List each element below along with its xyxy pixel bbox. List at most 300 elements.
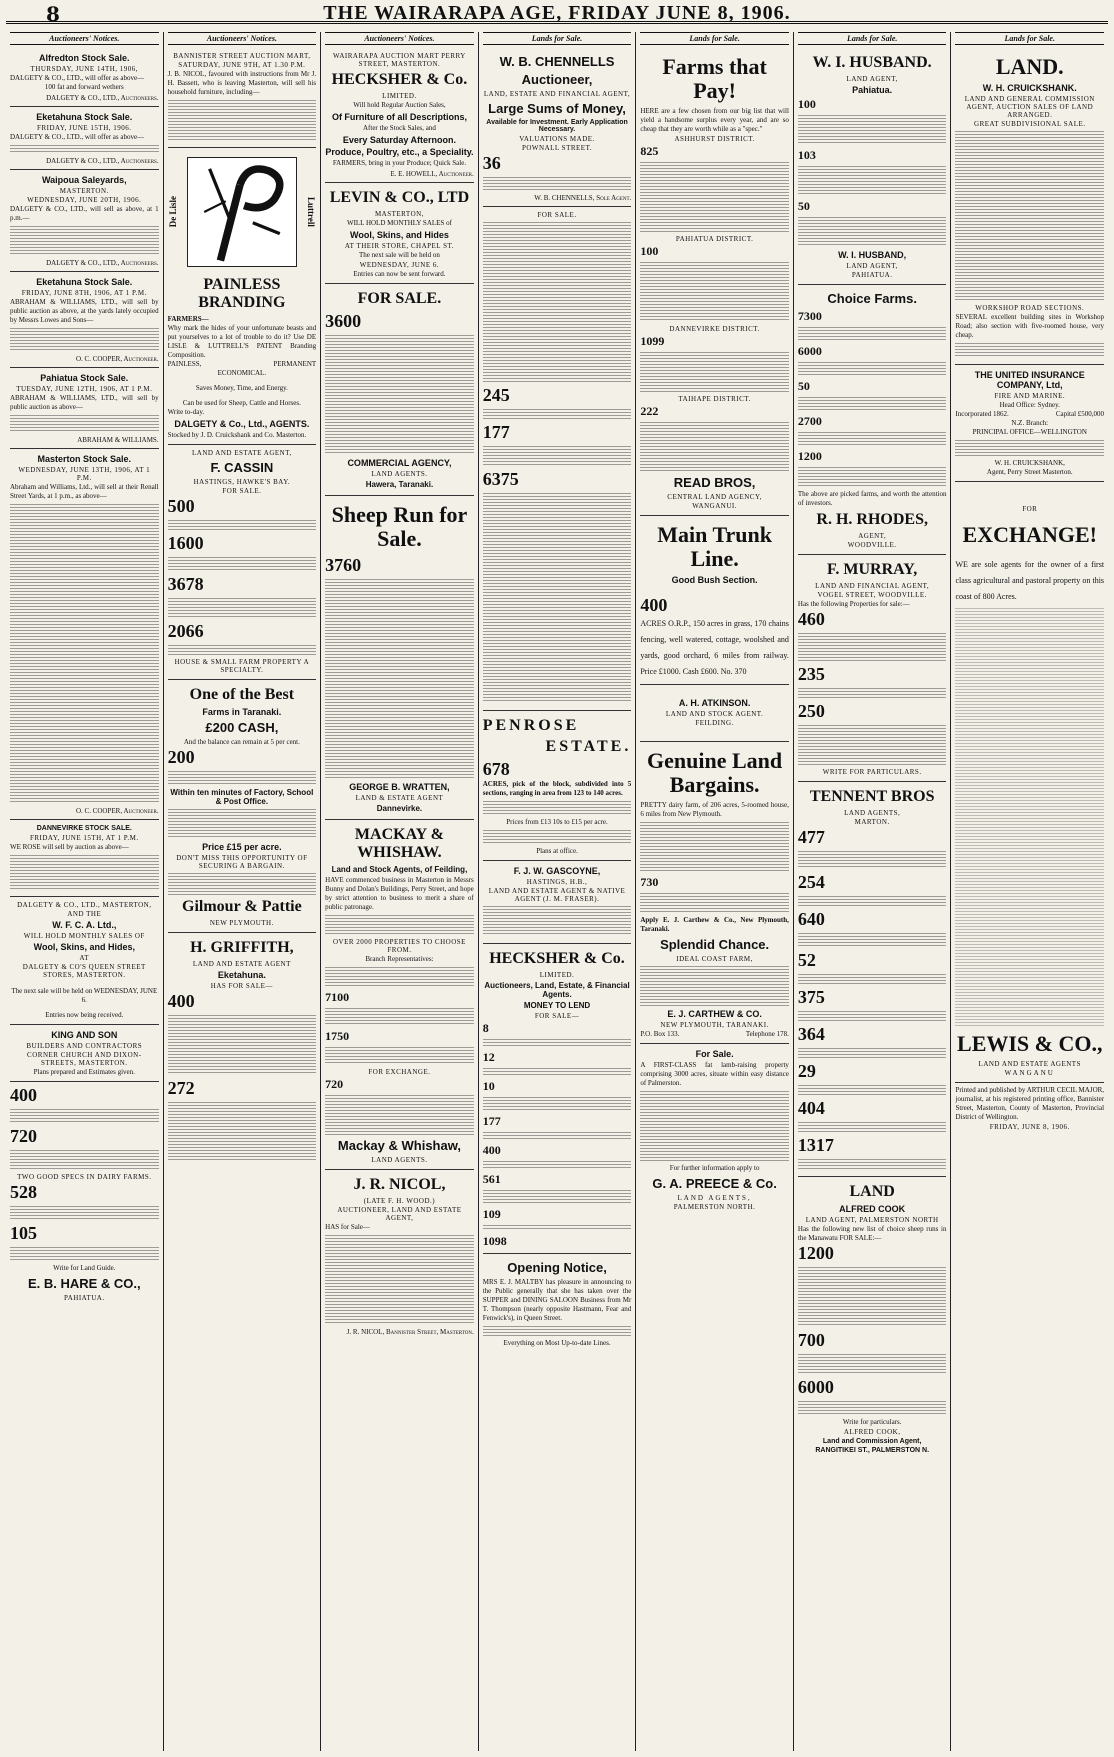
firm-name: R. H. RHODES, [816,511,928,528]
text-lines [168,645,317,655]
acreage: 364 [797,1024,825,1044]
column-heading: Lands for Sale. [798,32,947,45]
text-lines [798,432,947,446]
text-lines [168,809,317,839]
firm-place: MARTON. [854,818,890,826]
ad-signature: ABRAHAM & WILLIAMS. [77,436,159,444]
column-2 [164,32,322,1751]
ad-preece [640,1044,789,1216]
text-lines [798,1159,947,1169]
text-lines [640,966,789,1006]
firm-name: G. A. PREECE & Co. [652,1176,777,1191]
acreage: 700 [797,1330,825,1350]
ad-sub: Farms in Taranaki. [202,707,282,717]
ad-king-son [10,1025,159,1082]
firm-place: HASTINGS, HAWKE'S BAY. [193,478,291,486]
text-lines [10,1109,159,1123]
ad-line: MONEY TO LEND [523,1001,591,1010]
firm-name: W. I. HUSBAND, [838,250,907,260]
ad-body: MRS E. J. MALTBY has pleasure in announcing to the Public generally that she has taken over the SUPPER and DINING SALOON Business from Mr T. Thompson (nearly opposite Hastmann, Fear and Fenwick's), in Queen Street. [482,1278,632,1322]
text-lines [798,397,947,411]
acreage: 477 [797,827,825,847]
text-lines [483,1161,632,1169]
ad-sub: LAND AND FINANCIAL AGENT, [815,582,930,590]
ad-sub: LIMITED. [382,92,417,100]
ad-farms-that-pay [640,48,789,516]
ad-pahiatua [10,368,159,449]
ad-line: FOR EXCHANGE. [368,1068,431,1076]
ad-body: WE are sole agents for the owner of a first class agricultural and pastoral property on this coast of 800 Acres. [955,560,1105,601]
ad-title: Masterton Stock Sale. [37,454,132,464]
ad-signature: O. C. COOPER, Auctioneer. [75,807,159,815]
text-lines [640,262,789,322]
acreage: 528 [10,1182,37,1202]
text-lines [798,725,947,765]
ad-sub: LAND AGENT, PALMERSTON NORTH [805,1216,939,1224]
text-lines [168,771,317,785]
ad-date: FRIDAY, JUNE 8TH, 1906, AT 1 P.M. [21,289,147,297]
text-lines [483,1039,632,1047]
acreage: 400 [482,1143,501,1157]
ad-nicol [325,1170,474,1340]
acreage: 3760 [325,555,362,575]
text-lines [955,343,1104,357]
text-lines [483,1190,632,1204]
text-lines [955,440,1104,456]
ad-body: DALGETY & CO., LTD., will offer as above— [10,74,145,82]
text-lines [483,446,632,466]
acreage: 2700 [797,414,822,428]
acreage: 7300 [797,309,822,323]
ad-title: KING AND SON [51,1030,118,1040]
acreage: 200 [167,747,195,767]
firm-name: Gilmour & Pattie [182,898,302,915]
firm-place: PAHIATUA. [851,271,893,279]
firm-name: MACKAY & WHISHAW. [354,826,444,861]
ad-title: Waipoua Saleyards, [41,175,127,185]
masthead [6,2,1108,24]
ad-date: WEDNESDAY, JUNE 20TH, 1906. [27,196,142,204]
acreage: 3678 [167,574,204,594]
text-lines [483,1326,632,1336]
text-lines [325,1047,474,1065]
ad-signature: DALGETY & CO., LTD., Auctioneers. [46,94,159,102]
slogan: ECONOMICAL. [217,369,267,377]
ad-date: WEDNESDAY, JUNE 6. [359,261,440,269]
text-lines [168,520,317,530]
text-lines [325,1235,474,1325]
ad-tennent [798,782,947,1177]
ad-date: FRIDAY, JUNE 15TH, AT 1 P.M. [29,834,139,842]
ad-line: Branch Representatives: [365,955,434,963]
firm-name: W. B. CHENNELLS [499,54,615,69]
ad-sub: LAND AND ESTATE AGENT [192,960,291,968]
text-lines [798,974,947,984]
column-7 [951,32,1108,1751]
text-lines [10,415,159,433]
ad-line: Plans at office. [536,847,578,855]
text-lines [10,504,159,804]
ad-cruickshank-land [955,48,1104,365]
text-lines [483,493,632,703]
ad-exchange [955,482,1104,1083]
newspaper-title: THE WAIRARAPA AGE, FRIDAY JUNE 8, 1906. [323,2,791,24]
text-lines [798,688,947,698]
ad-title: Opening Notice, [507,1260,607,1275]
ad-sub: TWO GOOD SPECS IN DAIRY FARMS. [17,1173,152,1181]
ad-line: PRINCIPAL OFFICE—WELLINGTON [972,428,1087,436]
ad-line: Of Furniture of all Descriptions, [331,112,467,122]
ad-body: PRETTY dairy farm, of 206 acres, 5-roomed house, 6 miles from New Plymouth. [640,801,789,818]
text-lines [483,906,632,936]
ad-title: Choice Farms. [827,291,917,306]
ad-title: Main Trunk Line. [657,522,772,571]
ad-levin [325,183,474,284]
ad-line: WRITE FOR PARTICULARS. [822,768,922,776]
ad-line: The next sale will be held on WEDNESDAY, JUNE 6. [11,987,158,1004]
acreage: 109 [482,1207,501,1221]
firm-name: E. J. CARTHEW & CO. [667,1009,762,1019]
text-lines [798,217,947,247]
text-lines [168,1102,317,1162]
ad-title: Genuine Land Bargains. [647,748,783,797]
acreage: 561 [482,1172,501,1186]
firm-place: WOODVILLE. [847,541,897,549]
ad-sub: LAND AGENT, [846,262,898,270]
ad-title: PAINLESS BRANDING [198,276,286,311]
ad-title: Farms that Pay! [662,54,767,103]
acreage: 460 [797,609,825,629]
ad-masterton-stock [10,449,159,820]
ad-line: N.Z. Branch: [1011,419,1049,427]
ad-line: After the Stock Sales, and [362,124,436,132]
ad-line: Will hold Regular Auction Sales, [353,101,446,109]
acreage: 100 [640,244,659,258]
ad-line: For further information apply to [669,1164,760,1172]
ad-title: LAND [849,1183,895,1200]
acreage: 100 [797,97,816,111]
column-heading: Lands for Sale. [955,32,1104,45]
ad-title: Sheep Run for Sale. [331,502,468,551]
ad-date: TUESDAY, JUNE 12TH, 1906, AT 1 P.M. [16,385,153,393]
ad-sub: LAND AND ESTATE AGENT, [191,449,292,457]
ad-line: Large Sums of Money, [488,101,626,116]
ad-sub: Auctioneers, Land, Estate, & Financial Agents. [484,981,630,999]
ad-address: CORNER CHURCH AND DIXON-STREETS, MASTERTON. [27,1051,142,1067]
text-lines [798,1354,947,1374]
ad-date: WEDNESDAY, JUNE 13TH, 1906, AT 1 P.M. [18,466,151,482]
firm-place: PALMERSTON NORTH. [673,1203,756,1211]
ad-best-taranaki [168,680,317,933]
column-heading: Auctioneers' Notices. [168,32,317,45]
acreage: 1317 [797,1135,834,1155]
ad-line: Can be used for Sheep, Cattle and Horses. [182,399,301,407]
text-lines [955,608,1104,1028]
acreage: 400 [640,595,668,615]
ad-sub: (LATE F. H. WOOD.) [363,1197,436,1205]
ad-line: HOUSE & SMALL FARM PROPERTY A SPECIALTY. [174,658,310,674]
acreage: 375 [797,987,825,1007]
ad-line: Produce, Poultry, etc., a Speciality. [325,147,474,157]
text-lines [640,893,789,913]
capital: Capital £500,000 [1055,410,1105,418]
column-4 [479,32,637,1751]
ad-body: J. B. NICOL, favoured with instructions from Mr J. H. Bassett, who is leaving Masterton, will sell his household furniture, including— [167,70,317,96]
district: TAIHAPE DISTRICT. [678,395,751,403]
ad-title: Eketahuna Stock Sale. [36,277,133,287]
acreage: 7100 [325,990,350,1004]
firm-place: NEW PLYMOUTH. [209,919,274,927]
text-lines [168,557,317,571]
text-lines [798,1401,947,1415]
column-heading: Auctioneers' Notices. [10,32,159,45]
ad-title: FOR SALE. [357,290,442,307]
text-lines [798,327,947,341]
ad-title: W. F. C. A. Ltd., [52,920,117,930]
for-sale: FOR SALE. [537,211,577,219]
ad-line: Write for particulars. [842,1418,902,1426]
acreage: 50 [797,199,810,213]
firm-place: HASTINGS, H.B., [526,878,588,886]
text-lines [325,579,474,779]
for-sale: HAS FOR SALE— [210,982,273,990]
ad-united-insurance [955,365,1104,482]
ad-line: Available for Investment. Early Application Necessary. [486,119,628,133]
ad-title: BANNISTER STREET AUCTION MART, [173,52,311,60]
agents: DALGETY & Co., Ltd., AGENTS. [174,419,310,429]
firm-place: FEILDING. [695,719,734,727]
ad-line: Entries now being received. [45,1011,124,1019]
firm-name: Mackay & Whishaw, [337,1138,461,1153]
column-3 [321,32,479,1751]
acreage: 177 [482,422,510,442]
ad-eketahuna-2 [10,272,159,368]
slogan: PERMANENT [273,360,317,368]
ad-line: Entries can now be sent forward. [353,270,446,278]
acreage: 400 [10,1085,37,1105]
text-lines [798,1048,947,1058]
ad-signature: DALGETY & CO., LTD., Auctioneers. [46,259,159,267]
ad-signature: W. H. CRUICKSHANK, [994,459,1065,467]
ad-signature: DALGETY & CO., LTD., Auctioneers. [46,157,159,165]
ad-body: HERE are a few chosen from our big list that will yield a handsome surplus every year, and are so cheap that they are worth while as a "spec." [640,107,789,133]
ad-choice-farms [798,285,947,555]
ad-date: FRIDAY, JUNE 15TH, 1906. [37,124,132,132]
ad-title: Pahiatua Stock Sale. [40,373,129,383]
acreage: 50 [797,379,810,393]
ad-alfredton [10,48,159,107]
ad-line: LAND, ESTATE AND FINANCIAL AGENT, [483,90,631,98]
ad-title: EXCHANGE! [962,522,1097,547]
telephone: Telephone 178. [745,1030,789,1038]
text-lines [483,1225,632,1231]
firm-name: F. CASSIN [210,460,274,475]
ad-signature: E. E. HOWELL, Auctioneer. [390,170,474,178]
acreage: 404 [797,1098,825,1118]
firm-name: H. GRIFFITH, [190,939,294,956]
text-lines [168,873,317,895]
firm-name: READ BROS, [673,475,756,490]
column-1 [6,32,164,1751]
ad-griffith [168,933,317,1169]
text-lines [798,851,947,869]
district: DANNEVIRKE DISTRICT. [669,325,760,333]
text-lines [798,362,947,376]
firm-name: TENNENT BROS [809,788,935,805]
ad-place: MASTERTON. [59,187,109,195]
acreage: 640 [797,909,825,929]
incorporated: Incorporated 1862. [955,410,1009,418]
ad-note: The above are picked farms, and worth the attention of investors. [797,490,947,507]
ad-line: POWNALL STREET. [521,144,593,152]
ad-signature: RANGITIKEI ST., PALMERSTON N. [815,1447,930,1454]
text-lines [798,633,947,661]
ad-waipoua [10,170,159,272]
ad-for-sale-col4 [483,207,632,711]
firm-name: A. H. ATKINSON. [678,698,751,708]
ad-sub: FIRE AND MARINE. [994,392,1066,400]
text-lines [798,115,947,145]
text-lines [798,896,947,906]
ad-line: DON'T MISS THIS OPPORTUNITY OF SECURING A BARGAIN. [176,854,308,870]
ad-body: ACRES O.R.P., 150 acres in grass, 170 chains fencing, well watered, cottage, woolshed and yards, good orchard, 6 miles from railway. Price £1000. Cash £600. No. 370 [640,619,789,676]
column-heading: Lands for Sale. [640,32,789,45]
acreage: 36 [482,153,501,173]
ad-line: GREAT SUBDIVISIONAL SALE. [974,120,1086,128]
ad-murray [798,555,947,782]
firm-place: Pahiatua. [852,85,893,95]
ad-title: DANNEVIRKE STOCK SALE. [36,825,132,832]
slogans [168,360,317,369]
text-lines [798,933,947,947]
ad-note: Plans prepared and Estimates given. [33,1068,135,1076]
firm-name: LEVIN & CO., LTD [329,189,470,206]
ad-body: A FIRST-CLASS fat lamb-raising property comprising 3000 acres, situate within easy distance of Palmerston. [640,1061,789,1087]
text-lines [640,162,789,232]
ad-gascoyne [483,861,632,944]
acreage: 177 [482,1114,501,1128]
text-lines [640,1091,789,1161]
ad-sub: LAND AND ESTATE AGENT & NATIVE AGENT (J. M. FRASER). [488,887,626,903]
ad-line: OVER 2000 PROPERTIES TO CHOOSE FROM. [332,938,466,954]
ad-body: DALGETY & CO., LTD., will sell as above, at 1 p.m.— [10,205,159,222]
firm-place: WANGANU [1004,1069,1055,1077]
branding-iron-image [187,157,297,267]
column-5 [636,32,794,1751]
acreage: 6375 [482,469,519,489]
slogan: PAINLESS, [167,360,202,368]
contact-line [640,1030,789,1039]
firm-name: W. H. CRUICKSHANK. [982,83,1077,93]
acreage: 6000 [797,344,822,358]
ad-signature: J. R. NICOL, Bannister Street, Masterton. [346,1328,474,1336]
ad-line: AND THE [67,910,102,918]
ad-sub: LAND & ESTATE AGENT [355,794,444,802]
text-lines [483,222,632,382]
ad-title: Wool, Skins, and Hides, [33,942,135,952]
page-number: 8 [46,2,60,26]
ad-body: Why mark the hides of your unfortunate beasts and put yourselves to a lot of trouble to do it? Use DE LISLE & LUTTRELL'S PATENT Branding Composition. [167,324,317,359]
ad-sub: Good Bush Section. [671,575,758,585]
ad-signature: Land and Commission Agent, [822,1438,922,1445]
firm-name: HECKSHER & Co. [331,71,468,88]
firm-name: W. I. HUSBAND. [812,54,932,71]
ad-sub: Auctioneer, [521,72,593,87]
firm-name: F. J. W. GASCOYNE, [513,866,601,876]
ad-line: FARMERS, bring in your Produce; Quick Sale. [332,159,467,167]
ad-body: WE ROSE will sell by auction as above— [10,843,129,851]
ad-line: Write to-day. [167,408,205,416]
ad-line: Saves Money, Time, and Energy. [195,384,288,392]
for-sale: FOR SALE. [222,487,262,495]
imprint-text: Printed and published by ARTHUR CECIL MAJOR, journalist, at his registered printing office, Bannister Street, Masterton, County of Masterton, Provincial District of Wellington. [955,1086,1105,1121]
ad-line: AT [79,954,90,962]
acreage: 10 [482,1079,495,1093]
po-box: P.O. Box 133. [640,1030,680,1038]
firm-name: LEWIS & CO., [957,1031,1103,1056]
firm-place: VOGEL STREET, WOODVILLE. [817,591,927,599]
ad-body: SEVERAL excellent building sites in Workshop Road; also section with five-roomed house, very cheap. [955,313,1105,339]
ad-dannevirke-stock [10,820,159,897]
ad-line: HAS for Sale— [325,1223,370,1231]
acreage: 8 [482,1021,489,1035]
ad-sub: Land and Stock Agents, of Feilding, [331,865,468,874]
ad-line: FOR [1022,505,1038,513]
for-sale: FOR SALE— [534,1012,580,1020]
column-heading: Auctioneers' Notices. [325,32,474,45]
district: PAHIATUA DISTRICT. [675,235,754,243]
text-lines [798,1011,947,1021]
ad-cassin [168,445,317,680]
ad-signature: W. B. CHENNELLS, Sole Agent. [534,194,632,202]
imprint [955,1083,1104,1136]
ad-for-sale-3600 [325,284,474,496]
text-lines [798,1085,947,1095]
ad-line: Everything on Most Up-to-date Lines. [503,1339,611,1347]
ad-sub: LAND AGENTS. [371,470,428,478]
firm-place: Hawera, Taranaki. [365,480,434,489]
ad-body: WILL HOLD MONTHLY SALES of [346,219,452,227]
ad-sub: LAND AGENT, [846,75,898,83]
ad-line: Apply E. J. Carthew & Co., New Plymouth, Taranaki. [640,916,789,933]
ad-date: SATURDAY, JUNE 9TH, AT 1.30 P.M. [178,61,306,69]
ad-line: DALGETY & CO'S QUEEN STREET STORES, MASTERTON. [22,963,146,979]
ad-title: One of the Best [189,686,295,703]
text-lines [798,1122,947,1132]
ad-sub: LAND AND GENERAL COMMISSION AGENT, AUCTION SALES OF LAND ARRANGED. [964,95,1095,119]
acreage: 103 [797,148,816,162]
ad-title: Alfredton Stock Sale. [39,53,130,63]
acreage: 12 [482,1050,495,1064]
acreage: 720 [325,1077,344,1091]
firm-name: GEORGE B. WRATTEN, [349,782,450,792]
ad-sub: BUILDERS AND CONTRACTORS [26,1042,143,1050]
firm-place: NEW PLYMOUTH, TARANAKI. [660,1021,769,1029]
ad-main-trunk-line [640,516,789,685]
acreage: 105 [10,1223,37,1243]
ad-sub: AUCTIONEER, LAND AND ESTATE AGENT, [337,1206,462,1222]
ad-mackay-whishaw [325,820,474,1170]
acreage: 720 [10,1126,37,1146]
text-lines [10,1206,159,1220]
text-lines [798,166,947,196]
ad-alfred-cook [798,1177,947,1460]
acreage: 1200 [797,1243,834,1263]
ad-body: And the balance can remain at 5 per cent. [183,738,300,746]
ad-note: Write for Land Guide. [53,1264,116,1272]
text-lines [10,855,159,889]
text-lines [798,1267,947,1327]
